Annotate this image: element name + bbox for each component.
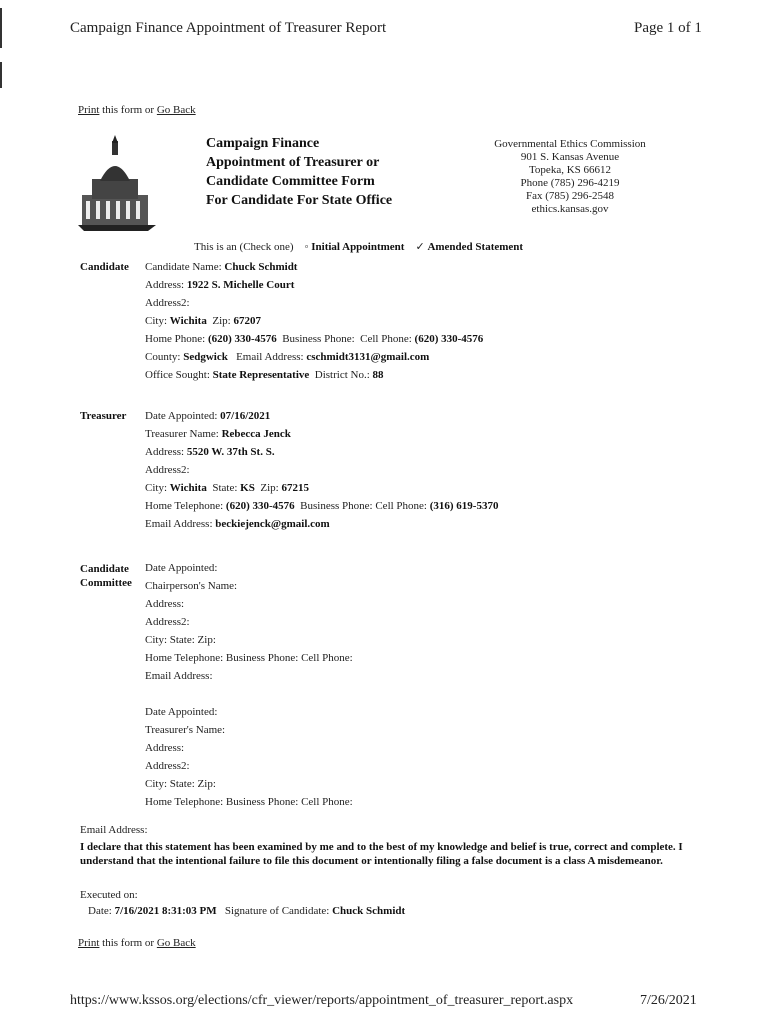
committee-date-row: Date Appointed: [145,562,218,574]
field-label: Business Phone: [300,500,373,512]
field-label: Zip: [260,482,279,494]
candidate-county-row [145,348,483,366]
field-label: State: [212,482,238,494]
treasurer-state: KS [240,482,255,494]
execution-row [88,902,405,920]
field-label: County: [145,351,181,363]
statement-type-prompt: This is an (Check one) [194,241,294,253]
treasurer-address: 5520 W. 37th St. S. [186,446,275,458]
field-label: Treasurer Name: [145,428,219,440]
field-label: Cell Phone: [375,500,427,512]
candidate-home-phone: (620) 330-4576 [207,333,277,345]
amended-statement-check[interactable]: ✓ [415,241,425,253]
treasurer-address2-row [145,461,498,479]
candidate-signature: Chuck Schmidt [332,905,406,917]
committee-treasurer-address-row: Address: [145,742,185,754]
page-url: https://www.kssos.org/elections/cfr_viewer/reports/appointment_of_treasurer_report.aspx [70,993,574,1008]
field-label: District No.: [314,369,370,381]
field-label: Cell Phone: [360,333,412,345]
field-label: Business Phone: [282,333,355,345]
agency-name: Governmental Ethics Commission [494,138,646,150]
treasurer-name: Rebecca Jenck [221,428,291,440]
top-nav [78,104,196,116]
agency-website: ethics.kansas.gov [531,203,609,215]
field-label: Email Address: [236,351,304,363]
agency-phone: Phone (785) 296-4219 [520,177,620,189]
treasurer-city: Wichita [169,482,207,494]
candidate-city-row [145,312,483,330]
candidate-name-row [145,258,483,276]
candidate-email: cschmidt3131@gmail.com [306,351,430,363]
committee-treasurer-city-row: City: State: Zip: [145,778,216,790]
print-link[interactable]: Print [78,937,100,949]
go-back-link[interactable]: Go Back [156,937,196,949]
treasurer-date-row [145,407,498,425]
form-title [206,134,392,210]
treasurer-address-row [145,443,498,461]
treasurer-cell-phone: (316) 619-5370 [429,500,499,512]
report-title: Campaign Finance Appointment of Treasurer Report [70,20,387,36]
form-title-line: Candidate Committee Form [206,174,375,189]
print-link[interactable]: Print [78,104,100,116]
treasurer-section [145,407,498,533]
form-title-line: Appointment of Treasurer or [206,155,380,170]
committee-phone-row: Home Telephone: Business Phone: Cell Phone: [145,652,353,664]
committee-city-row: City: State: Zip: [145,634,216,646]
field-label: Date: [88,905,112,917]
treasurer-name-row [145,425,498,443]
committee-treasurer-date-row: Date Appointed: [145,706,218,718]
candidate-address2-row [145,294,483,312]
candidate-cell-phone: (620) 330-4576 [414,333,484,345]
candidate-office-row [145,366,483,384]
candidate-address: 1922 S. Michelle Court [186,279,295,291]
bottom-nav [78,937,196,949]
candidate-city: Wichita [169,315,207,327]
agency-city: Topeka, KS 66612 [528,164,612,176]
committee-treasurer-name-row: Treasurer's Name: [145,724,226,736]
candidate-county: Sedgwick [183,351,228,363]
field-label: City: [145,315,168,327]
field-label: City: [145,482,168,494]
candidate-phone-row [145,330,483,348]
candidate-section [145,258,483,384]
candidate-zip: 67207 [233,315,261,327]
committee-address-row: Address: [145,598,185,610]
scan-edge-mark [0,8,2,48]
page-number: Page 1 of 1 [634,20,702,36]
committee-section [145,559,353,811]
candidate-district: 88 [372,369,384,381]
amended-statement-label: Amended Statement [427,241,524,253]
committee-email-row: Email Address: [145,670,213,682]
agency-address [470,138,670,216]
candidate-address-row [145,276,483,294]
field-label: Signature of Candidate: [224,905,330,917]
field-label: Address: [145,446,185,458]
executed-date: 7/16/2021 8:31:03 PM [114,905,217,917]
kansas-seal-logo [78,135,156,231]
committee-treasurer-address2-row: Address2: [145,760,190,772]
nav-separator: this form or [102,104,155,116]
committee-spacer [145,685,353,703]
treasurer-phone-row [145,497,498,515]
print-date: 7/26/2021 [640,993,697,1008]
committee-chair-row: Chairperson's Name: [145,580,238,592]
committee-section-label [80,562,132,590]
field-label: Address: [145,279,185,291]
committee-address2-row: Address2: [145,616,190,628]
committee-treasurer-email-row: Email Address: [80,824,148,836]
form-title-line: Campaign Finance [206,136,320,151]
candidate-office: State Representative [212,369,310,381]
field-label: Date Appointed: [145,410,218,422]
agency-fax: Fax (785) 296-2548 [526,190,614,202]
initial-appointment-radio[interactable]: ◦ [304,241,309,253]
committee-section-label-line: Committee [80,577,132,589]
nav-separator: this form or [102,937,155,949]
go-back-link[interactable]: Go Back [156,104,196,116]
field-label: Address2: [145,297,190,309]
committee-section-label-line: Candidate [80,563,129,575]
field-label: Email Address: [145,518,213,530]
form-title-line: For Candidate For State Office [206,193,393,208]
field-label: Office Sought: [145,369,210,381]
candidate-section-label: Candidate [80,261,129,273]
field-label: Home Telephone: [145,500,224,512]
candidate-name: Chuck Schmidt [224,261,298,273]
treasurer-home-phone: (620) 330-4576 [225,500,295,512]
field-label: Home Phone: [145,333,206,345]
scan-edge-mark [0,62,2,88]
treasurer-email-row [145,515,498,533]
treasurer-section-label: Treasurer [80,410,127,422]
declaration-statement: I declare that this statement has been examined by me and to the best of my knowledge and belief is true, correct and complete. I understand that the intentional failure to file this document or intentionally filing a false document is a class A misdemeanor. [80,841,683,867]
initial-appointment-label: Initial Appointment [311,241,405,253]
treasurer-city-row [145,479,498,497]
agency-street: 901 S. Kansas Avenue [520,151,620,163]
executed-on-label: Executed on: [80,889,138,901]
treasurer-email: beckiejenck@gmail.com [215,518,330,530]
field-label: Zip: [212,315,231,327]
field-label: Address2: [145,464,190,476]
committee-treasurer-phone-row: Home Telephone: Business Phone: Cell Phone: [145,796,353,808]
treasurer-zip: 67215 [281,482,309,494]
field-label: Candidate Name: [145,261,222,273]
treasurer-date: 07/16/2021 [220,410,271,422]
statement-type-line [194,238,523,256]
